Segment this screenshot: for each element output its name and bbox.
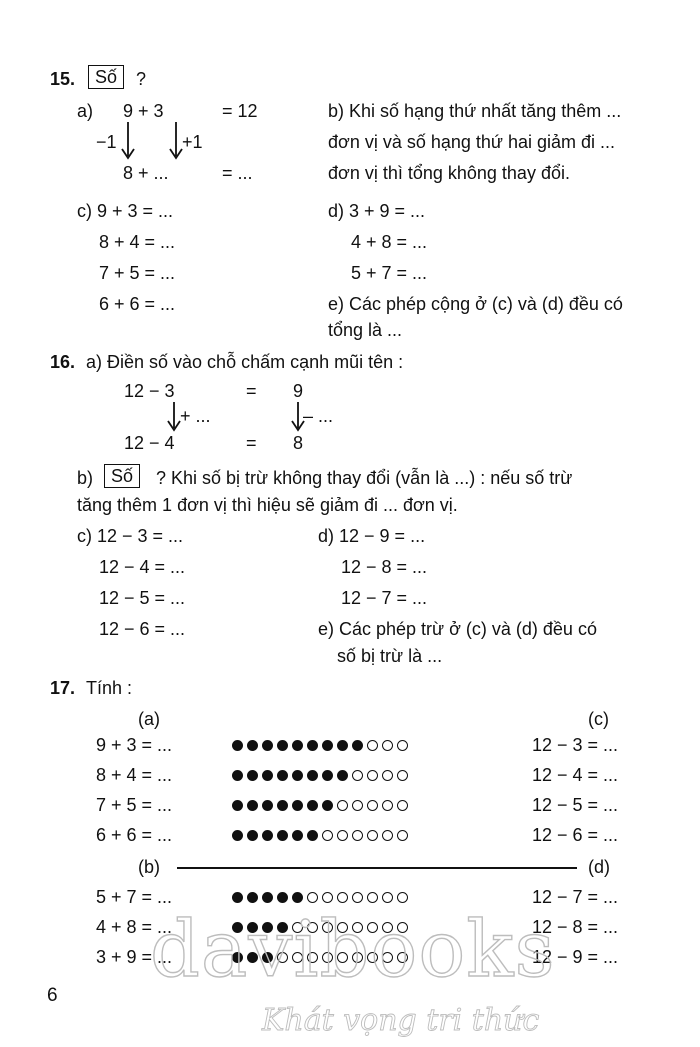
ex16c-line: 12 − 6 = ...: [99, 619, 186, 639]
ex15-answer-box: Số: [88, 65, 124, 89]
filled-dot: [292, 770, 303, 781]
filled-dot: [292, 740, 303, 751]
filled-dot: [232, 740, 243, 751]
ex17-subtraction-equation: 12 − 7 = ...: [532, 887, 619, 907]
ex16d-line: d) 12 − 9 = ...: [318, 526, 426, 546]
empty-dot: [337, 892, 348, 903]
ex17-label-c: (c): [588, 709, 609, 729]
empty-dot: [382, 892, 393, 903]
ex16b-answer-box: Số: [104, 464, 140, 488]
filled-dot: [277, 830, 288, 841]
ex16b-line-2: tăng thêm 1 đơn vị thì hiệu sẽ giảm đi ... đơn vị.: [77, 495, 458, 515]
empty-dot: [352, 892, 363, 903]
ex16a-top-left: 12 − 3: [124, 381, 175, 401]
ex17-dot-strip: [232, 892, 408, 903]
ex17-title: Tính :: [86, 678, 133, 698]
ex17-subtraction-equation: 12 − 4 = ...: [532, 765, 619, 785]
filled-dot: [337, 740, 348, 751]
empty-dot: [352, 770, 363, 781]
filled-dot: [247, 740, 258, 751]
filled-dot: [277, 800, 288, 811]
ex16d-line: 12 − 7 = ...: [341, 588, 428, 608]
filled-dot: [277, 740, 288, 751]
ex16a-left-operation: + ...: [180, 406, 211, 426]
ex15a-right-operation: +1: [182, 132, 203, 152]
ex15b-line-2: đơn vị và số hạng thứ hai giảm đi ...: [328, 132, 616, 152]
ex17-subtraction-equation: 12 − 6 = ...: [532, 825, 619, 845]
filled-dot: [247, 770, 258, 781]
empty-dot: [397, 740, 408, 751]
ex15a-bottom-expression: 8 + ...: [123, 163, 169, 183]
empty-dot: [397, 830, 408, 841]
filled-dot: [277, 892, 288, 903]
down-arrow-icon: [118, 120, 138, 162]
empty-dot: [337, 830, 348, 841]
ex16a-top-equals: =: [246, 381, 257, 401]
filled-dot: [292, 830, 303, 841]
ex17-addition-equation: 4 + 8 = ...: [96, 917, 173, 937]
ex17-addition-equation: 9 + 3 = ...: [96, 735, 173, 755]
ex15a-bottom-result: = ...: [222, 163, 253, 183]
ex16e-line-1: e) Các phép trừ ở (c) và (d) đều có: [318, 619, 597, 639]
ex15a-left-operation: −1: [96, 132, 117, 152]
ex17-subtraction-equation: 12 − 8 = ...: [532, 917, 619, 937]
ex16b-line-1: ? Khi số bị trừ không thay đổi (vẫn là ...) : nếu số trừ: [156, 468, 573, 488]
empty-dot: [397, 892, 408, 903]
page-number: 6: [47, 985, 58, 1006]
ex15c-line: 7 + 5 = ...: [99, 263, 176, 283]
ex15e-line-1: e) Các phép cộng ở (c) và (d) đều có: [328, 294, 623, 314]
ex16a-bottom-equals: =: [246, 433, 257, 453]
ex17-addition-equation: 8 + 4 = ...: [96, 765, 173, 785]
ex17-label-a: (a): [138, 709, 160, 729]
ex16e-line-2: số bị trừ là ...: [337, 646, 443, 666]
ex15c-line: 6 + 6 = ...: [99, 294, 176, 314]
empty-dot: [367, 770, 378, 781]
ex17-number: 17.: [50, 678, 76, 698]
filled-dot: [247, 800, 258, 811]
ex16a-right-operation: – ...: [303, 406, 334, 426]
empty-dot: [397, 800, 408, 811]
empty-dot: [382, 800, 393, 811]
ex15d-line: 5 + 7 = ...: [351, 263, 428, 283]
ex16a-bottom-left: 12 − 4: [124, 433, 175, 453]
filled-dot: [322, 800, 333, 811]
empty-dot: [352, 830, 363, 841]
filled-dot: [307, 740, 318, 751]
filled-dot: [307, 830, 318, 841]
empty-dot: [337, 800, 348, 811]
filled-dot: [262, 892, 273, 903]
empty-dot: [397, 770, 408, 781]
watermark-brand: davibooks: [150, 905, 556, 995]
filled-dot: [292, 800, 303, 811]
ex15b-line-1: b) Khi số hạng thứ nhất tăng thêm ...: [328, 101, 622, 121]
ex17-dot-strip: [232, 800, 408, 811]
ex16a-bottom-right: 8: [293, 433, 304, 453]
ex16a-top-right: 9: [293, 381, 304, 401]
empty-dot: [382, 770, 393, 781]
filled-dot: [232, 800, 243, 811]
filled-dot: [307, 770, 318, 781]
ex15a-top-result: = 12: [222, 101, 258, 121]
filled-dot: [307, 800, 318, 811]
ex15b-line-3: đơn vị thì tổng không thay đổi.: [328, 163, 570, 183]
ex15a-top-expression: 9 + 3: [123, 101, 164, 121]
ex17-label-d: (d): [588, 857, 610, 877]
ex15a-label: a): [77, 101, 94, 121]
filled-dot: [262, 770, 273, 781]
filled-dot: [322, 770, 333, 781]
down-arrow-icon: [166, 120, 186, 162]
empty-dot: [382, 740, 393, 751]
empty-dot: [352, 800, 363, 811]
filled-dot: [262, 830, 273, 841]
filled-dot: [277, 770, 288, 781]
ex17-label-b: (b): [138, 857, 160, 877]
ex16c-line: 12 − 5 = ...: [99, 588, 186, 608]
watermark-slogan: Khát vọng tri thức: [262, 1003, 540, 1038]
empty-dot: [307, 892, 318, 903]
ex15c-line: c) 9 + 3 = ...: [77, 201, 174, 221]
filled-dot: [262, 800, 273, 811]
empty-dot: [367, 830, 378, 841]
empty-dot: [367, 800, 378, 811]
filled-dot: [352, 740, 363, 751]
ex16b-label: b): [77, 468, 94, 488]
empty-dot: [367, 892, 378, 903]
filled-dot: [232, 770, 243, 781]
ex17-subtraction-equation: 12 − 3 = ...: [532, 735, 619, 755]
ex17-dot-strip: [232, 830, 408, 841]
ex17-dot-strip: [232, 770, 408, 781]
filled-dot: [247, 830, 258, 841]
ex17-subtraction-equation: 12 − 5 = ...: [532, 795, 619, 815]
ex16c-line: c) 12 − 3 = ...: [77, 526, 184, 546]
filled-dot: [322, 740, 333, 751]
filled-dot: [262, 740, 273, 751]
ex15e-line-2: tổng là ...: [328, 320, 403, 340]
ex15-number: 15.: [50, 69, 76, 89]
empty-dot: [322, 830, 333, 841]
divider-line: [177, 867, 577, 869]
ex17-subtraction-equation: 12 − 9 = ...: [532, 947, 619, 967]
ex15c-line: 8 + 4 = ...: [99, 232, 176, 252]
ex15d-line: d) 3 + 9 = ...: [328, 201, 426, 221]
ex16a-instruction: a) Điền số vào chỗ chấm cạnh mũi tên :: [86, 352, 404, 372]
filled-dot: [292, 892, 303, 903]
ex16c-line: 12 − 4 = ...: [99, 557, 186, 577]
empty-dot: [322, 892, 333, 903]
empty-dot: [367, 740, 378, 751]
filled-dot: [232, 830, 243, 841]
ex16-number: 16.: [50, 352, 76, 372]
filled-dot: [232, 892, 243, 903]
ex17-dot-strip: [232, 740, 408, 751]
ex17-addition-equation: 6 + 6 = ...: [96, 825, 173, 845]
ex16d-line: 12 − 8 = ...: [341, 557, 428, 577]
empty-dot: [382, 830, 393, 841]
filled-dot: [337, 770, 348, 781]
ex17-addition-equation: 3 + 9 = ...: [96, 947, 173, 967]
filled-dot: [247, 892, 258, 903]
ex17-addition-equation: 5 + 7 = ...: [96, 887, 173, 907]
ex17-addition-equation: 7 + 5 = ...: [96, 795, 173, 815]
ex15-question-mark: ?: [136, 69, 147, 89]
ex15d-line: 4 + 8 = ...: [351, 232, 428, 252]
